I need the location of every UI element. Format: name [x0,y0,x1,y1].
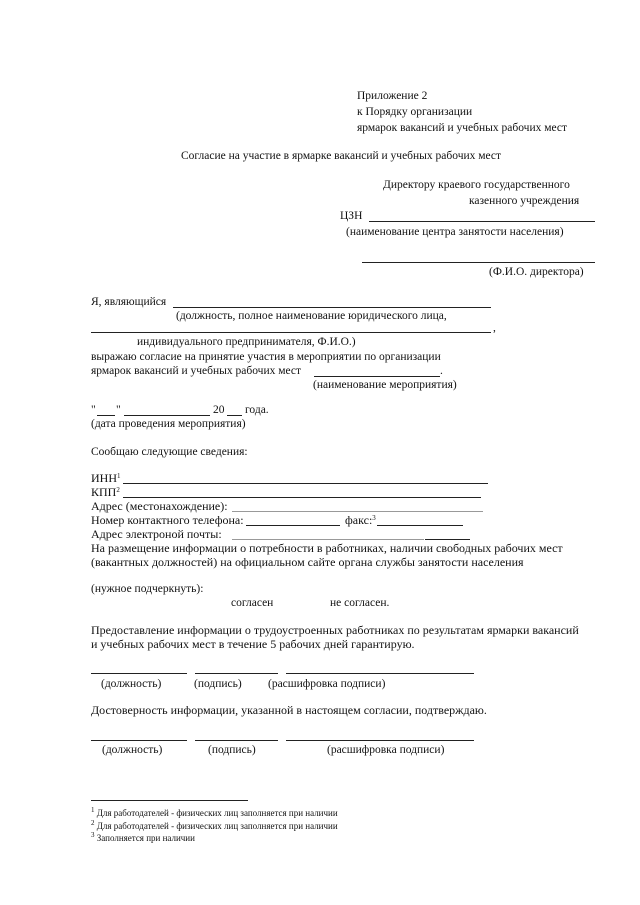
kpp-footnote-ref: 2 [116,486,120,494]
placement-line-1: На размещение информации о потребности в работниках, наличии свободных рабочих мест [91,541,563,555]
director-hint: (Ф.И.О. директора) [489,266,584,278]
appendix-line-2: к Порядку организации [357,106,473,118]
position-hint: (должность, полное наименование юридического лица, [176,310,447,322]
inn-footnote-ref: 1 [117,472,121,480]
address-label: Адрес (местонахождение): [91,499,228,513]
footnote-2 [91,821,338,832]
consent-line-2-end: . [440,365,443,377]
sign1-position-hint: (должность) [101,678,162,690]
date-close-quote: " [116,404,121,416]
date-year-line[interactable] [227,415,242,416]
entity-name-line[interactable] [91,332,491,333]
inn-label [91,472,121,485]
footnote-1 [91,808,338,819]
email-input-line-a[interactable] [232,539,424,540]
phone-label: Номер контактного телефона: [91,513,244,527]
sign2-signature-hint: (подпись) [208,744,256,756]
czn-name-line[interactable] [369,221,595,222]
date-month-line[interactable] [124,415,210,416]
phone-input-line[interactable] [246,525,340,526]
fax-footnote-ref: 3 [372,514,376,522]
document-title: Согласие на участие в ярмарке вакансий и учебных рабочих мест [181,150,502,162]
kpp-input-line[interactable] [123,497,481,498]
sign2-signature-line[interactable] [195,740,278,741]
footnote-3 [91,833,195,844]
address-input-line[interactable] [232,511,483,512]
footnote-3-num: 3 [91,831,95,839]
inn-text: ИНН [91,471,117,485]
footnote-1-text: Для работодателей - физических лиц заполняется при наличии [96,808,338,818]
event-name-line[interactable] [314,376,440,377]
footnote-1-num: 1 [91,806,95,814]
director-name-line[interactable] [362,262,595,263]
fax-text: факс: [345,513,373,527]
sign1-signature-hint: (подпись) [194,678,242,690]
date-suffix: года. [245,404,269,416]
appendix-line-1: Приложение 2 [357,90,428,102]
i-am-label: Я, являющийся [91,296,167,308]
placement-line-2: (вакантных должностей) на официальном сайте органа службы занятости населения [91,555,524,569]
footnote-2-text: Для работодателей - физических лиц заполняется при наличии [96,821,338,831]
agree-option[interactable]: согласен [231,597,274,609]
sign2-decode-hint: (расшифровка подписи) [327,744,445,756]
inform-label: Сообщаю следующие сведения: [91,446,248,458]
date-year-prefix: 20 [213,404,225,416]
email-label: Адрес электроной почты: [91,527,222,541]
date-hint: (дата проведения мероприятия) [91,418,246,430]
sign1-decode-line[interactable] [286,673,474,674]
consent-line-2: ярмарок вакансий и учебных рабочих мест [91,365,302,377]
footnote-3-text: Заполняется при наличии [96,833,195,843]
fax-label [345,514,376,527]
entrepreneur-hint: индивидуального предпринимателя, Ф.И.О.) [137,336,356,348]
sign1-position-line[interactable] [91,673,187,674]
event-hint: (наименование мероприятия) [313,379,457,391]
footnote-2-num: 2 [91,819,95,827]
kpp-text: КПП [91,485,117,499]
date-day-line[interactable] [97,415,115,416]
sign1-decode-hint: (расшифровка подписи) [268,678,386,690]
footnote-separator [91,800,248,801]
sign2-decode-line[interactable] [286,740,474,741]
underline-hint: (нужное подчеркнуть): [91,583,204,595]
guarantee-line-1: Предоставление информации о трудоустроенных работниках по результатам ярмарки вакансий [91,623,579,637]
disagree-option[interactable]: не согласен. [330,597,390,609]
date-open-quote: " [91,404,96,416]
czn-label: ЦЗН [340,210,363,222]
entity-comma: , [493,322,496,334]
sign1-signature-line[interactable] [195,673,278,674]
email-input-line-b[interactable] [425,539,470,540]
sign2-position-hint: (должность) [102,744,163,756]
appendix-line-3: ярмарок вакансий и учебных рабочих мест [357,122,568,134]
consent-line-1: выражаю согласие на принятие участия в мероприятии по организации [91,351,441,363]
czn-hint: (наименование центра занятости населения) [346,226,564,238]
kpp-label [91,486,120,499]
inn-input-line[interactable] [123,483,488,484]
sign2-position-line[interactable] [91,740,187,741]
guarantee-line-2: и учебных рабочих мест в течение 5 рабочих дней гарантирую. [91,637,415,651]
reliability-statement: Достоверность информации, указанной в настоящем согласии, подтверждаю. [91,703,487,717]
fax-input-line[interactable] [377,525,463,526]
position-name-line[interactable] [173,307,491,308]
addressee-line-1: Директору краевого государственного [383,179,570,191]
addressee-line-2: казенного учреждения [469,195,580,207]
